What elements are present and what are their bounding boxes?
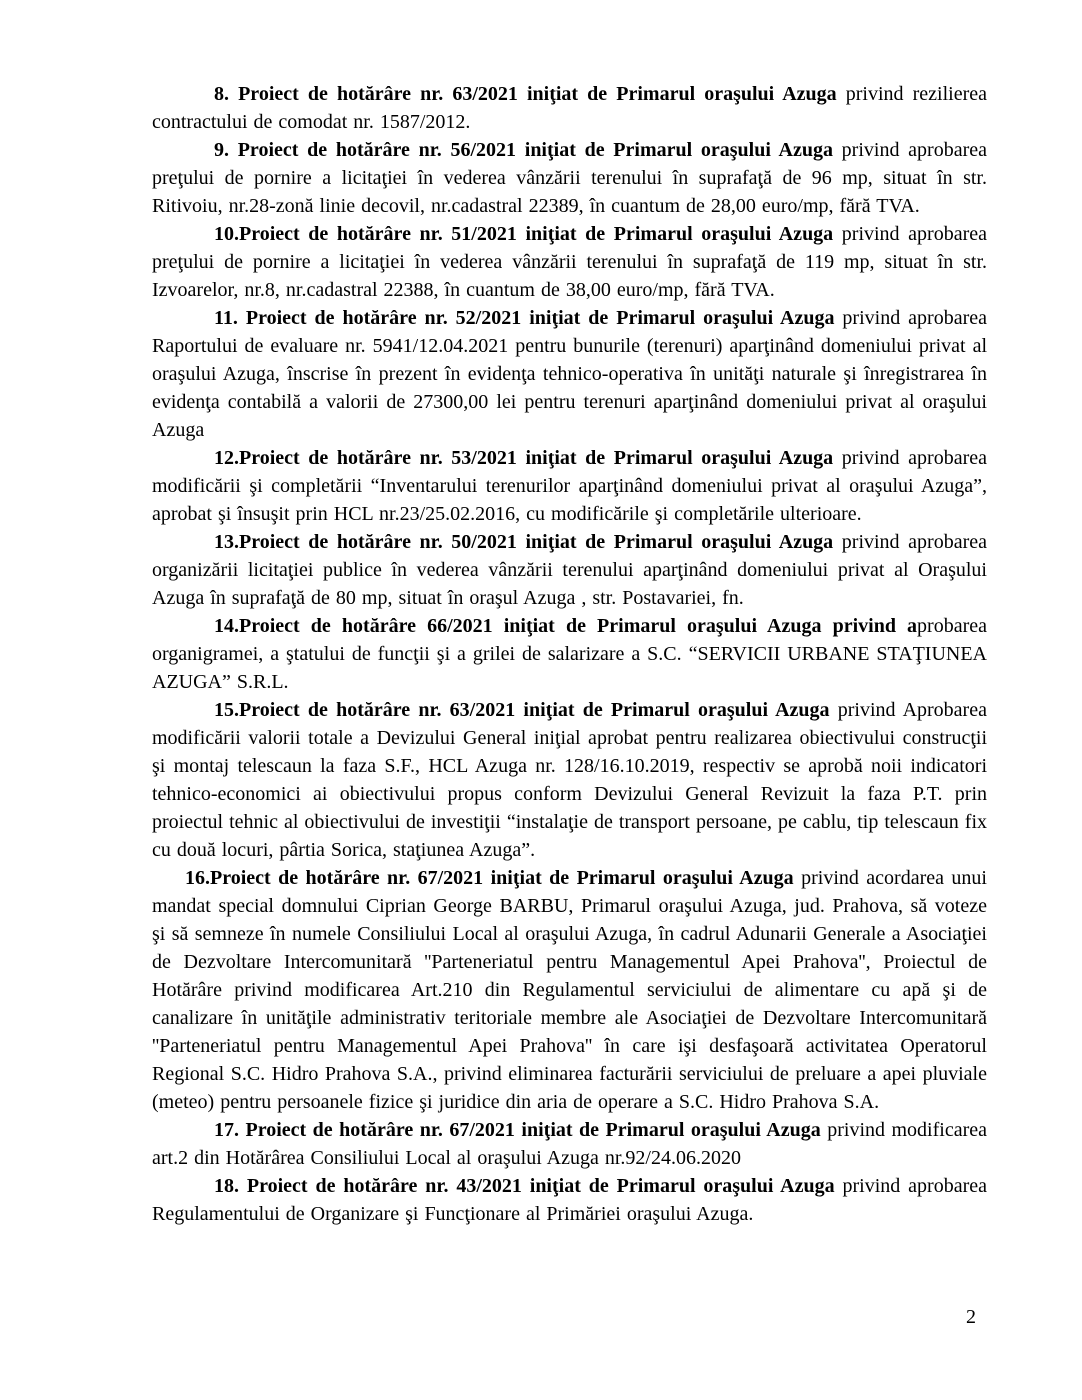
agenda-item-9-body: privind aprobarea preţului de pornire a licitaţiei în vederea vânzării terenului în suprafaţă de 96 mp, situat în str. Ritivoiu, nr.28-zonă linie decovil, nr.cadastral 22389, în cuantum de 28,00 euro/mp, fără TVA. bbox=[152, 139, 987, 217]
agenda-item-18-title: 18. Proiect de hotărâre nr. 43/2021 iniţiat de Primarul oraşului Azuga bbox=[214, 1175, 835, 1197]
agenda-item-15-body: privind Aprobarea modificării valorii totale a Devizului General iniţial aprobat pentru realizarea obiectivului construcţii şi montaj telescaun la faza S.F., HCL Azuga nr. 128/16.10.2019, respectiv se aprobă noii indicatori tehnico-economici ai obiectivului propus conform Devizului General Revizuit la faza P.T. prin proiectul tehnic al obiectivului de investiţii “instalaţie de transport persoane, pe cablu, tip telescaun fix cu două locuri, pârtia Sorica, staţiunea Azuga”. bbox=[152, 699, 987, 861]
agenda-item-11-body: privind aprobarea Raportului de evaluare nr. 5941/12.04.2021 pentru bunurile (terenuri) aparţinând domeniului privat al oraşului Azuga, înscrise în prezent în evidenţa tehnico-operativa în unităţi naturale şi înregistrarea în evidenţa contabilă a valorii de 27300,00 lei pentru terenuri aparţinând domeniului privat al oraşului Azuga bbox=[152, 307, 987, 441]
agenda-item-10-body: privind aprobarea preţului de pornire a licitaţiei în vederea vânzării terenului în suprafaţă de 119 mp, situat în str. Izvoarelor, nr.8, nr.cadastral 22388, în cuantum de 38,00 euro/mp, fără TVA. bbox=[152, 223, 987, 301]
agenda-item-10-title: 10.Proiect de hotărâre nr. 51/2021 iniţiat de Primarul oraşului Azuga bbox=[214, 223, 834, 245]
agenda-item-12-title: 12.Proiect de hotărâre nr. 53/2021 iniţiat de Primarul oraşului Azuga bbox=[214, 447, 834, 469]
agenda-item-8 bbox=[152, 80, 987, 136]
agenda-item-13-body: privind aprobarea organizării licitaţiei publice în vederea vânzării terenului aparţinând domeniului privat al Oraşului Azuga în suprafaţă de 80 mp, situat în oraşul Azuga , str. Postavariei, fn. bbox=[152, 531, 987, 609]
agenda-item-18 bbox=[152, 1172, 987, 1228]
page-number: 2 bbox=[966, 1306, 976, 1328]
agenda-item-16-title: 16.Proiect de hotărâre nr. 67/2021 iniţiat de Primarul oraşului Azuga bbox=[185, 867, 794, 889]
agenda-item-11-title: 11. Proiect de hotărâre nr. 52/2021 iniţiat de Primarul oraşului Azuga bbox=[214, 307, 835, 329]
agenda-item-18-body: privind aprobarea Regulamentului de Organizare şi Funcţionare al Primăriei oraşului Azuga. bbox=[152, 1175, 987, 1225]
agenda-item-13-title: 13.Proiect de hotărâre nr. 50/2021 iniţiat de Primarul oraşului Azuga bbox=[214, 531, 834, 553]
agenda-item-14-body: probarea organigramei, a ştatului de funcţii şi a grilei de salarizare a S.C. “SERVICII URBANE STAŢIUNEA AZUGA” S.R.L. bbox=[152, 615, 987, 693]
agenda-item-17 bbox=[152, 1116, 987, 1172]
agenda-item-9 bbox=[152, 136, 987, 220]
agenda-item-10 bbox=[152, 220, 987, 304]
agenda-item-17-body: privind modificarea art.2 din Hotărârea Consiliului Local al oraşului Azuga nr.92/24.06.2020 bbox=[152, 1119, 987, 1169]
agenda-item-9-title: 9. Proiect de hotărâre nr. 56/2021 iniţiat de Primarul oraşului Azuga bbox=[214, 139, 833, 161]
agenda-item-13 bbox=[152, 528, 987, 612]
agenda-item-8-body: privind rezilierea contractului de comodat nr. 1587/2012. bbox=[152, 83, 987, 133]
agenda-item-12 bbox=[152, 444, 987, 528]
agenda-item-17-title: 17. Proiect de hotărâre nr. 67/2021 iniţiat de Primarul oraşului Azuga bbox=[214, 1119, 821, 1141]
agenda-item-15 bbox=[152, 696, 987, 864]
agenda-item-15-title: 15.Proiect de hotărâre nr. 63/2021 iniţiat de Primarul oraşului Azuga bbox=[214, 699, 830, 721]
agenda-items-block bbox=[152, 80, 987, 1228]
agenda-item-11 bbox=[152, 304, 987, 444]
agenda-item-12-body: privind aprobarea modificării şi completării “Inventarului terenurilor aparţinând domeniului privat al oraşului Azuga”, aprobat şi însuşit prin HCL nr.23/25.02.2016, cu modificările şi completările ulterioare. bbox=[152, 447, 987, 525]
agenda-item-8-title: 8. Proiect de hotărâre nr. 63/2021 iniţiat de Primarul oraşului Azuga bbox=[214, 83, 837, 105]
agenda-item-14-title: 14.Proiect de hotărâre 66/2021 iniţiat de Primarul oraşului Azuga privind a bbox=[214, 615, 918, 637]
agenda-item-16-body: privind acordarea unui mandat special domnului Ciprian George BARBU, Primarul oraşului Azuga, jud. Prahova, să voteze şi să semneze în numele Consiliului Local al oraşului Azuga, în cadrul Adunarii Generale a Asociaţiei de Dezvoltare Intercomunitară ''Parteneriatul pentru Managementul Apei Prahova'', Proiectul de Hotărâre privind modificarea Art.210 din Regulamentul serviciului de alimentare cu apă şi de canalizare în unităţile administrativ teritoriale membre ale Asociaţiei de Dezvoltare Intercomunitară ''Parteneriatul pentru Managementul Apei Prahova'' în care işi desfaşoară activitatea Operatorul Regional S.C. Hidro Prahova S.A., privind eliminarea facturării serviciului de preluare a apei pluviale (meteo) pentru persoanele fizice şi juridice din aria de operare a S.C. Hidro Prahova S.A. bbox=[152, 867, 987, 1113]
agenda-item-14 bbox=[152, 612, 987, 696]
agenda-item-16 bbox=[152, 864, 987, 1116]
